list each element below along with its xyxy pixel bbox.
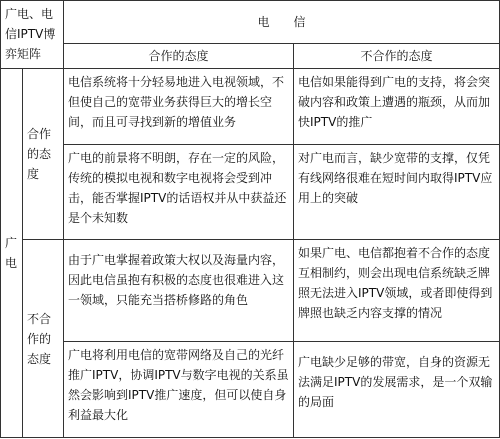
cell-cooperate-noncooperate: 电信如果能得到广电的支持，将会突破内容和政策上遭遇的瓶颈，从而加快IPTV的推广 (294, 68, 500, 144)
row-header-cooperate: 合作的态度 (23, 68, 64, 239)
column-header-noncooperate: 不合作的态度 (294, 43, 500, 68)
header-row-1 (1, 1, 500, 44)
column-group-header: 电 信 (64, 1, 500, 44)
cell-noncooperate-cooperate: 由于广电掌握着政策大权以及海量内容，因此电信虽抱有积极的态度也很难进入这一领域，只能充当搭桥修路的角色 (64, 240, 294, 341)
header-row-2 (1, 43, 500, 68)
table-row (1, 240, 500, 341)
row-header-noncooperate: 不合作的态度 (23, 240, 64, 438)
cell-noncooperate-cooperate-2: 广电将利用电信的宽带网络及自己的光纤推广IPTV，协调IPTV与数字电视的关系虽然会影响到IPTV推广速度，但可以使自身利益最大化 (64, 341, 294, 437)
cell-noncooperate-noncooperate-2: 广电缺少足够的带宽，自身的资源无法满足IPTV的发展需求，是一个双输的局面 (294, 341, 500, 437)
matrix-corner-title: 广电、电信IPTV博弈矩阵 (1, 1, 64, 69)
cell-cooperate-cooperate: 电信系统将十分轻易地进入电视领域，不但使自己的宽带业务获得巨大的增长空间，而且可寻找到新的增值业务 (64, 68, 294, 144)
row-group-header: 广电 (1, 68, 23, 437)
column-header-cooperate: 合作的态度 (64, 43, 294, 68)
cell-cooperate-cooperate-2: 广电的前景将不明朗，存在一定的风险，传统的模拟电视和数字电视将会受到冲击，能否掌握IPTV的话语权并从中获益还是个未知数 (64, 144, 294, 239)
table-row (1, 341, 500, 437)
cell-cooperate-noncooperate-2: 对广电而言，缺少宽带的支撑，仅凭有线网络很难在短时间内取得IPTV应用上的突破 (294, 144, 500, 239)
cell-noncooperate-noncooperate: 如果广电、电信都抱着不合作的态度互相制约，则会出现电信系统缺乏牌照无法进入IPTV领域，或者即使得到牌照也缺乏内容支撑的情况 (294, 240, 500, 341)
table-row (1, 68, 500, 144)
table-row (1, 144, 500, 239)
